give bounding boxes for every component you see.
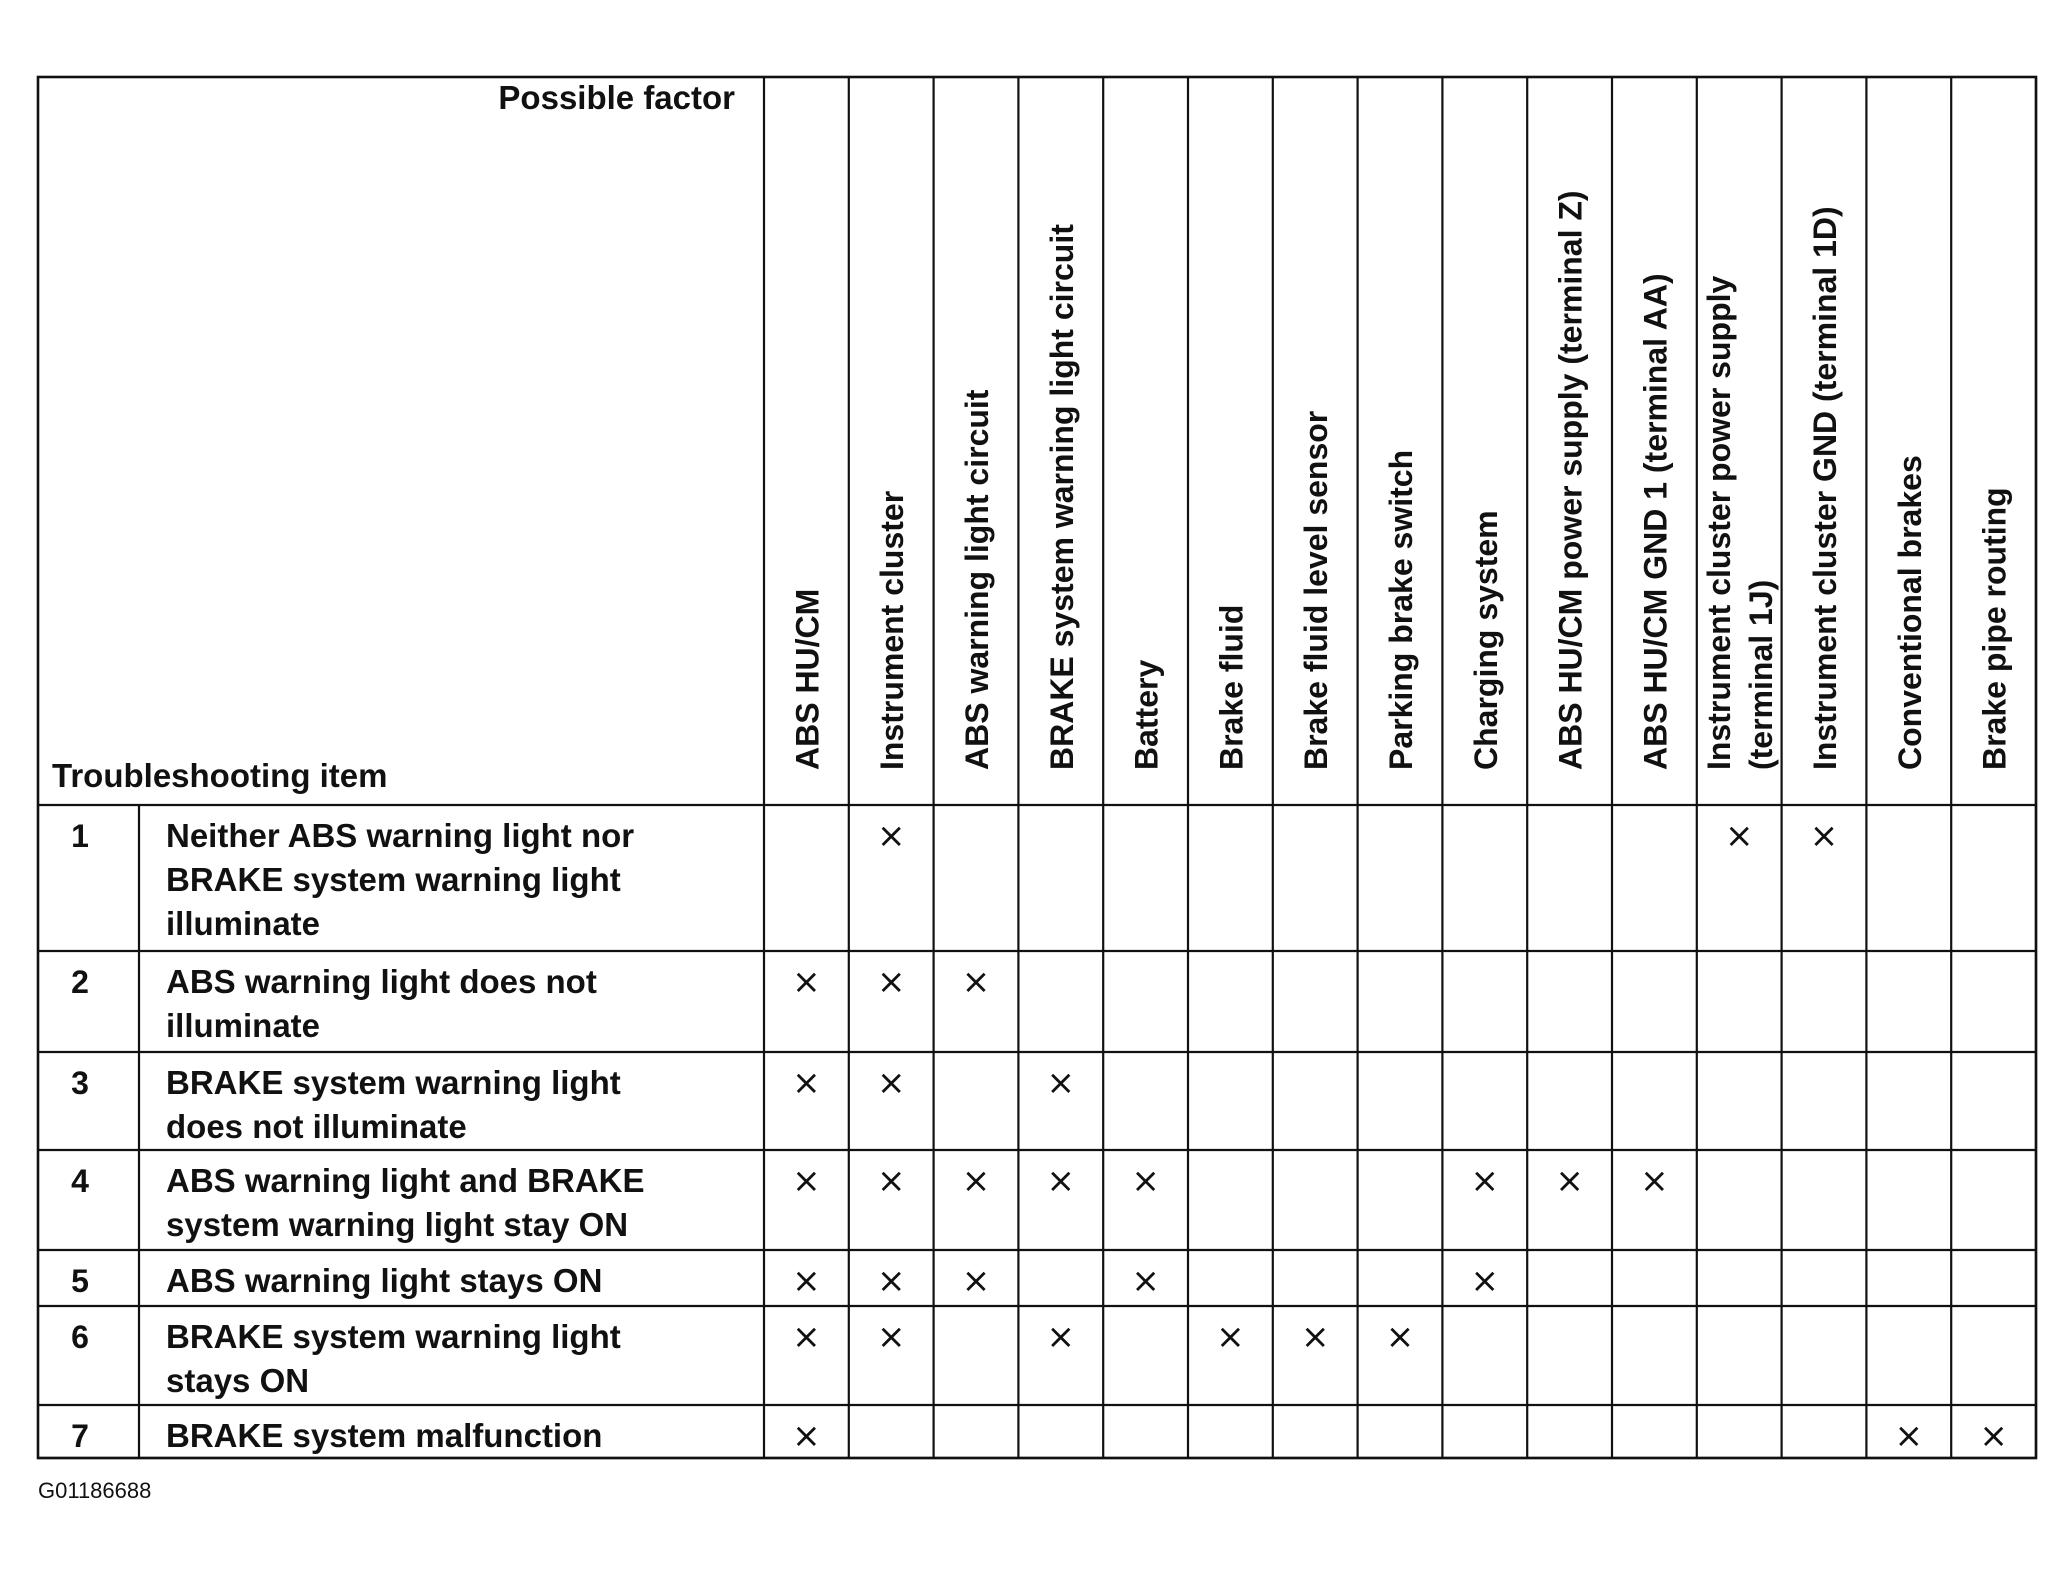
- troubleshooting-item-text: system warning light stay ON: [166, 1206, 629, 1243]
- x-mark: ×: [1470, 1261, 1500, 1301]
- x-mark: ×: [1300, 1317, 1330, 1357]
- troubleshooting-item-text: BRAKE system warning light: [166, 861, 621, 898]
- column-header: ABS HU/CM GND 1 (terminal AA): [1637, 273, 1674, 770]
- x-mark: ×: [1724, 816, 1754, 856]
- troubleshooting-item-text: ABS warning light stays ON: [166, 1262, 603, 1299]
- x-mark: ×: [1046, 1161, 1076, 1201]
- x-mark: ×: [792, 1261, 821, 1301]
- row-number: 1: [71, 818, 89, 854]
- x-mark: ×: [1385, 1317, 1415, 1357]
- x-mark: ×: [876, 1063, 906, 1103]
- x-mark: ×: [1979, 1416, 2008, 1456]
- row-number: 4: [71, 1163, 89, 1199]
- troubleshooting-item-text: ABS warning light does not: [166, 963, 597, 1000]
- row-number: 3: [71, 1065, 89, 1101]
- troubleshooting-item-text: ABS warning light and BRAKE: [166, 1162, 645, 1199]
- row-number: 6: [71, 1319, 89, 1355]
- x-mark: ×: [1046, 1063, 1076, 1103]
- column-header: Brake fluid: [1213, 604, 1250, 770]
- x-mark: ×: [876, 1261, 906, 1301]
- column-header: ABS HU/CM power supply (terminal Z): [1552, 190, 1589, 770]
- column-header: Brake fluid level sensor: [1298, 410, 1335, 770]
- x-mark: ×: [961, 1261, 991, 1301]
- column-header: Brake pipe routing: [1976, 487, 2013, 770]
- troubleshooting-item-text: does not illuminate: [166, 1108, 467, 1145]
- row-number: 7: [71, 1418, 89, 1454]
- column-header: Instrument cluster GND (terminal 1D): [1807, 206, 1843, 770]
- x-mark: ×: [792, 1317, 821, 1357]
- x-mark: ×: [876, 816, 906, 856]
- column-header: Instrument cluster: [874, 490, 911, 770]
- x-mark: ×: [876, 1317, 906, 1357]
- x-mark: ×: [876, 962, 906, 1002]
- x-mark: ×: [792, 962, 821, 1002]
- x-mark: ×: [792, 1416, 821, 1456]
- column-header: Parking brake switch: [1383, 449, 1419, 770]
- column-header: Charging system: [1467, 510, 1504, 770]
- column-header: ABS warning light circuit: [959, 389, 995, 770]
- column-header: Battery: [1128, 659, 1165, 770]
- column-header: Instrument cluster power supply: [1701, 275, 1738, 770]
- troubleshooting-item-text: BRAKE system warning light: [166, 1064, 621, 1101]
- troubleshooting-item-text: illuminate: [166, 905, 321, 942]
- x-mark: ×: [961, 962, 991, 1002]
- troubleshooting-item-text: BRAKE system malfunction: [166, 1417, 603, 1454]
- x-mark: ×: [1470, 1161, 1500, 1201]
- x-mark: ×: [961, 1161, 991, 1201]
- x-mark: ×: [1894, 1416, 1924, 1456]
- x-mark: ×: [1555, 1161, 1584, 1201]
- possible-factor-label: Possible factor: [498, 79, 735, 116]
- figure-code: G01186688: [38, 1478, 152, 1503]
- troubleshooting-item-text: illuminate: [166, 1007, 321, 1044]
- troubleshooting-item-text: Neither ABS warning light nor: [166, 817, 635, 854]
- column-header: (terminal 1J): [1743, 579, 1780, 770]
- x-mark: ×: [1131, 1161, 1160, 1201]
- x-mark: ×: [1809, 816, 1839, 856]
- x-mark: ×: [1046, 1317, 1076, 1357]
- column-header: BRAKE system warning light circuit: [1043, 224, 1080, 770]
- column-header: Conventional brakes: [1891, 455, 1928, 770]
- row-number: 5: [71, 1263, 89, 1299]
- x-mark: ×: [1640, 1161, 1669, 1201]
- troubleshooting-item-label: Troubleshooting item: [52, 757, 388, 794]
- troubleshooting-item-text: BRAKE system warning light: [166, 1318, 621, 1355]
- x-mark: ×: [792, 1161, 821, 1201]
- troubleshooting-item-text: stays ON: [166, 1362, 310, 1399]
- column-header: ABS HU/CM: [789, 588, 826, 770]
- row-number: 2: [71, 964, 89, 1000]
- x-mark: ×: [876, 1161, 906, 1201]
- x-mark: ×: [792, 1063, 821, 1103]
- x-mark: ×: [1131, 1261, 1160, 1301]
- x-mark: ×: [1216, 1317, 1245, 1357]
